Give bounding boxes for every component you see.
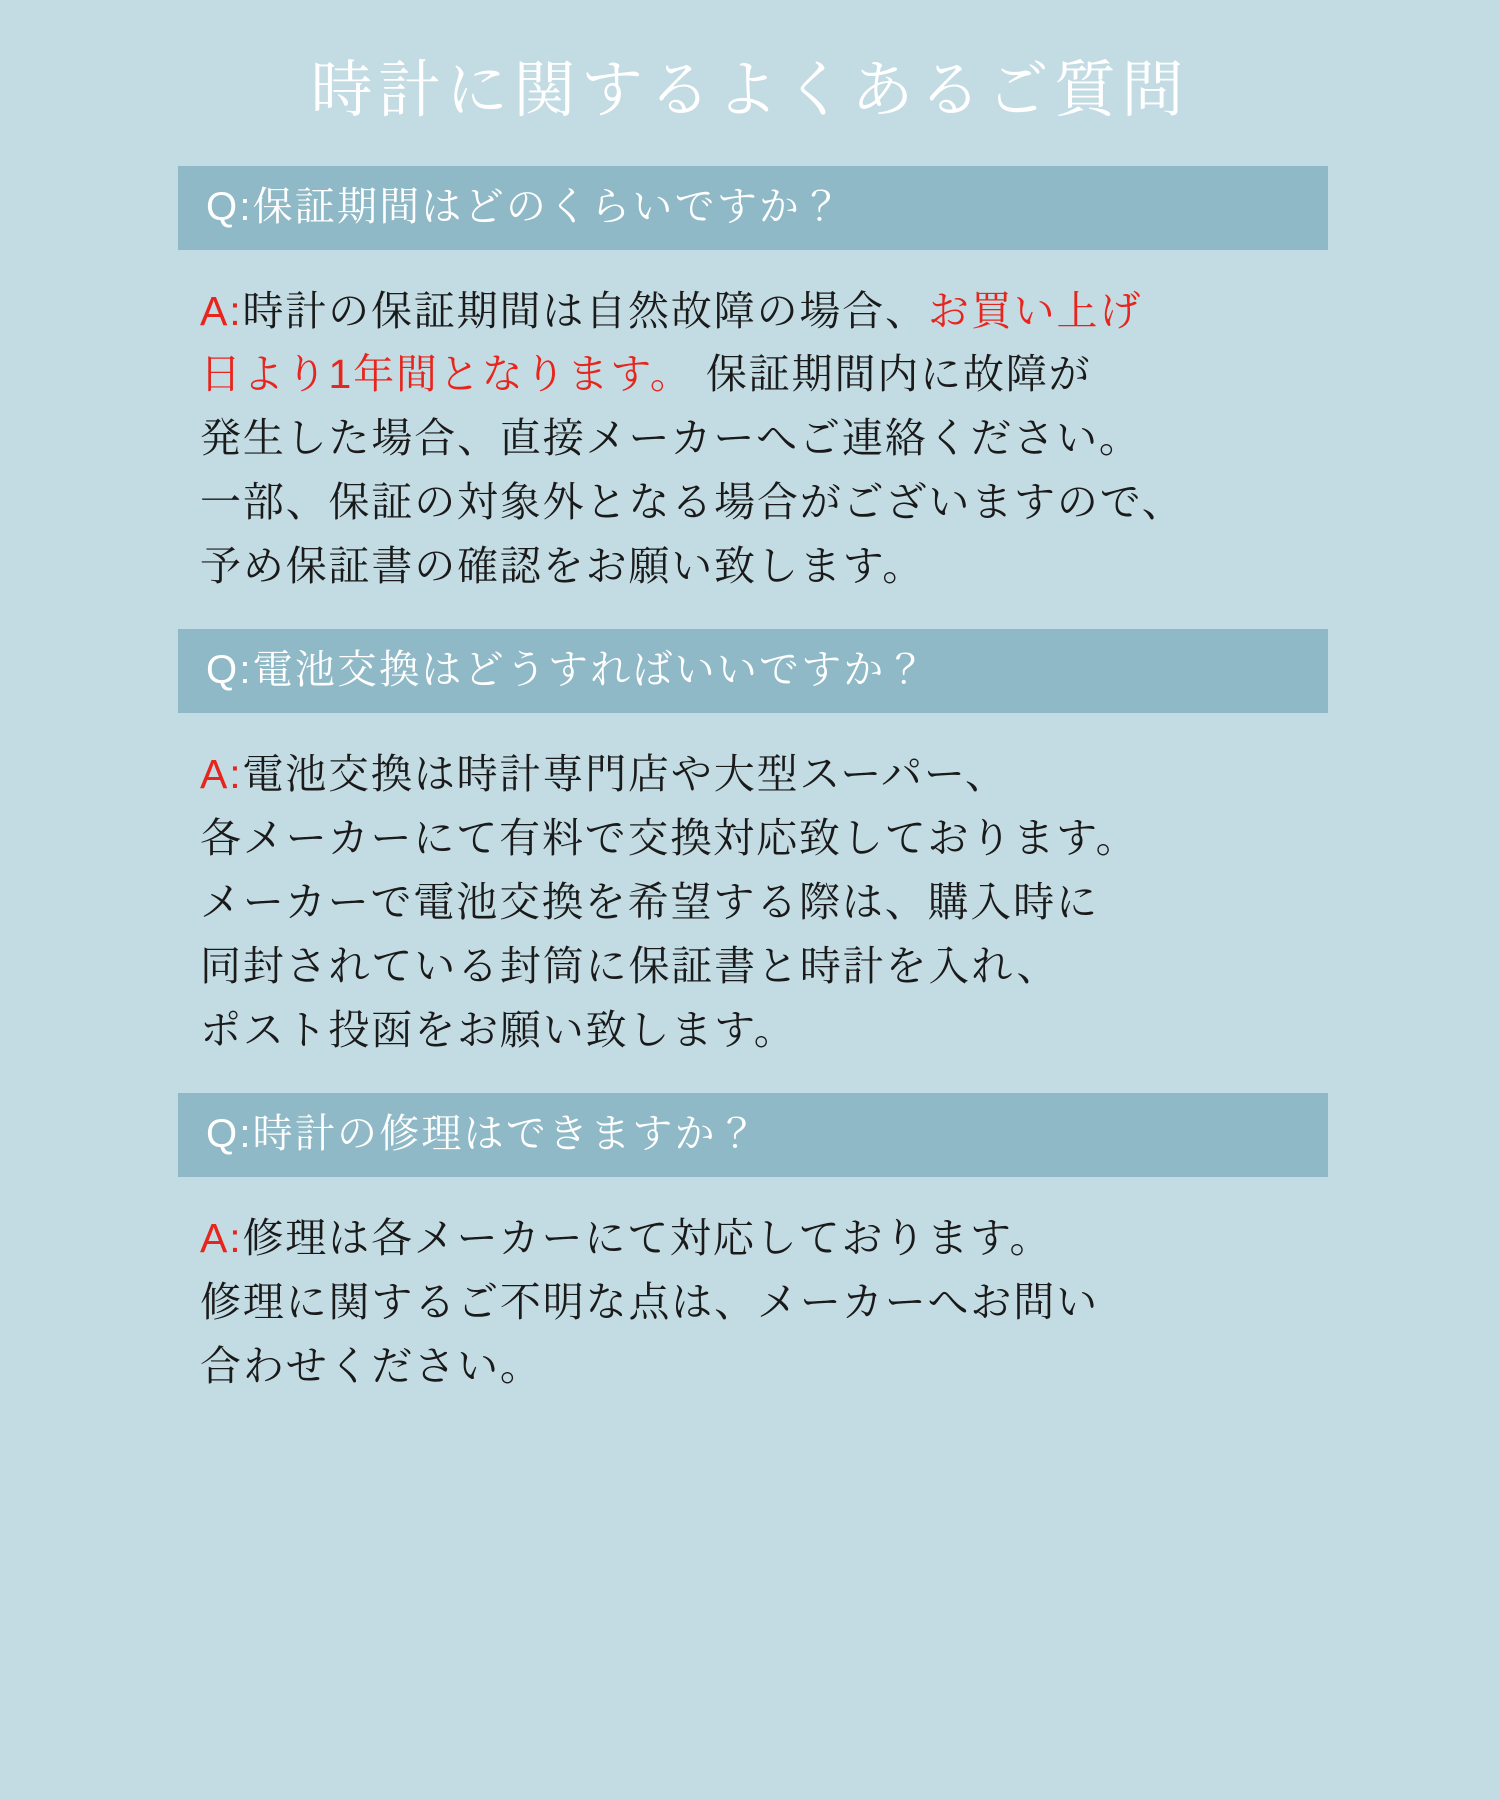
faq-content [100, 0, 1400, 1423]
answer-marker: A: [200, 287, 243, 334]
answer-line [200, 743, 1360, 807]
faq-question-3: Q:時計の修理はできますか？ [178, 1093, 1328, 1177]
answer-highlight: お買い上げ [927, 287, 1143, 334]
faq-answer-2 [200, 713, 1360, 1087]
answer-highlight: 日より1年間となります。 [200, 351, 693, 398]
page-title: 時計に関するよくあるご質問 [310, 56, 1190, 125]
faq-answer-1 [200, 250, 1360, 624]
faq-item-1 [100, 166, 1400, 624]
answer-line: ポスト投函をお願い致します。 [200, 1007, 797, 1054]
faq-question-1: Q:保証期間はどのくらいですか？ [178, 166, 1328, 250]
answer-line: 予め保証書の確認をお願い致します。 [200, 543, 926, 590]
answer-line: メーカーで電池交換を希望する際は、購入時に [200, 879, 1099, 926]
answer-line: 各メーカーにて有料で交換対応致しております。 [200, 815, 1139, 862]
faq-answer-3 [200, 1177, 1360, 1423]
answer-line: 発生した場合、直接メーカーへご連絡ください。 [200, 415, 1142, 462]
answer-line: 同封されている封筒に保証書と時計を入れ、 [200, 943, 1060, 990]
answer-line [200, 343, 1360, 407]
answer-line: 修理に関するご不明な点は、メーカーへお問い [200, 1278, 1099, 1325]
answer-text: 電池交換は時計専門店や大型スーパー、 [242, 751, 1008, 798]
answer-text: 保証期間内に故障が [692, 351, 1092, 398]
answer-line: 一部、保証の対象外となる場合がございますので、 [200, 479, 1185, 526]
answer-line [200, 1207, 1360, 1271]
answer-marker: A: [200, 751, 243, 798]
faq-item-2 [100, 629, 1400, 1087]
answer-text: 時計の保証期間は自然故障の場合、 [242, 287, 928, 334]
answer-marker: A: [200, 1215, 243, 1262]
faq-question-2: Q:電池交換はどうすればいいですか？ [178, 629, 1328, 713]
answer-line [200, 280, 1360, 344]
faq-item-3 [100, 1093, 1400, 1423]
answer-line: 合わせください。 [200, 1342, 543, 1389]
answer-text: 修理は各メーカーにて対応しております。 [242, 1215, 1053, 1262]
